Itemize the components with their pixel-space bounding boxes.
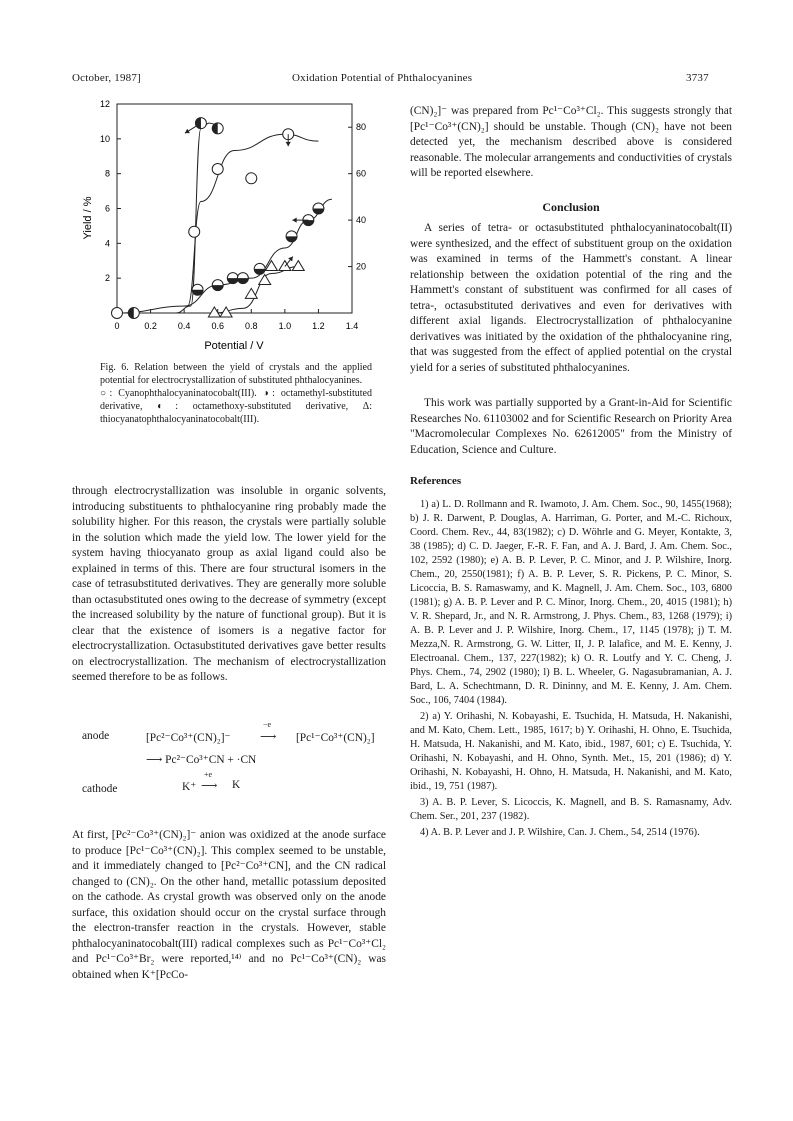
- x-tick-label: 0.8: [245, 321, 258, 331]
- y-right-tick-label: 60: [356, 168, 367, 179]
- chart-tick-labels: [100, 99, 366, 331]
- running-header-title: Oxidation Potential of Phthalocyanines: [292, 72, 473, 84]
- x-tick-label: 0.6: [211, 321, 224, 331]
- reference-item: 3) A. B. P. Lever, S. Licoccis, K. Magnell, and B. S. Ramasnamy, Adv. Chem. Ser., 201, 237 (1982).: [410, 796, 732, 822]
- axis-arrow-open-circle-head: [286, 142, 291, 146]
- chart-point-half-bottom: [192, 284, 203, 295]
- y-left-tick-label: 12: [99, 99, 110, 109]
- x-tick-label: 1.0: [278, 321, 292, 331]
- figure-caption-legend: ○: Cyanophthalocyaninatocobalt(III). ◑: octamethyl-substituted derivative, ◐: octamethoxy-substituted derivative, Δ: thiocyanatophthalocyaninatocobalt(III).: [100, 388, 372, 425]
- x-tick-label: 0: [114, 321, 120, 331]
- circle-marker: [112, 308, 123, 319]
- chart-point-triangle: [208, 307, 220, 317]
- eq2: ⟶ Pc²⁻Co³⁺CN + ·CN: [146, 754, 257, 766]
- acknowledgment-paragraph: This work was partially supported by a Grant-in-Aid for Scientific Researches No. 61103002 and for Scientific Research on Priority Area "Macromolecular Complexes No. 62612005" from the Ministry of Education, Science and Culture.: [410, 397, 732, 456]
- right-column-text: [410, 104, 732, 842]
- left-column-text: [72, 484, 386, 686]
- circle-marker: [246, 173, 257, 184]
- y-right-tick-label: 20: [356, 261, 367, 272]
- chart-point-half-bottom: [237, 273, 248, 284]
- eq1-arrow: ⟶: [260, 731, 277, 743]
- eq3-arrow: ⟶: [201, 780, 218, 792]
- marker-fill: [313, 209, 324, 214]
- chart-point-open-circle: [212, 164, 223, 175]
- triangle-marker: [208, 307, 220, 317]
- chart-point-half-bottom: [254, 263, 265, 274]
- marker-fill: [237, 278, 248, 284]
- chart-point-half-left: [195, 118, 206, 129]
- y-right-tick-label: 40: [356, 215, 367, 226]
- eq-cathode-label: cathode: [82, 783, 118, 795]
- chart-point-open-circle: [189, 226, 200, 237]
- reference-item: 4) A. B. P. Lever and J. P. Wilshire, Can. J. Chem., 54, 2514 (1976).: [420, 826, 700, 838]
- axis-arrow-half-bottom-head: [292, 218, 296, 223]
- marker-fill: [212, 123, 218, 134]
- x-tick-label: 0.2: [144, 321, 157, 331]
- eq1-product: [Pc¹⁻Co³⁺(CN)₂]: [296, 732, 375, 744]
- marker-fill: [254, 269, 265, 275]
- circle-marker: [189, 226, 200, 237]
- y-left-tick-label: 2: [104, 273, 110, 284]
- marker-fill: [227, 278, 238, 283]
- references-heading: References: [410, 475, 462, 487]
- left-column-text-2: [72, 828, 386, 983]
- conclusion-paragraph: A series of tetra- or octasubstituted phthalocyaninatocobalt(II) were synthesized, and the effect of substituent group on the oxidation was examined in terms of the Hammett's constant. A linear relationship between the oxidation potential of the ring and the Hammett's constant of substituent was confirmed for all cases of tetra-, octasubstituted derivatives and even for derivatives with different axial ligands. Electrocrystallization of phthalocyanine derivatives was initiated by the oxidation of the phthalocyanine ring, that was suggested from the effect of applied potential on the crystal yield for a series of substituted phthalocyanines.: [410, 222, 732, 374]
- chart-point-half-bottom: [227, 273, 238, 284]
- chart-point-half-bottom: [313, 203, 324, 214]
- y-left-tick-label: 10: [99, 133, 110, 144]
- chart-point-half-bottom: [286, 231, 297, 242]
- figure-caption-lead: Fig. 6. Relation between the yield of crystals and the applied potential for electrocrystallization of substituted phthalocyanines.: [100, 362, 372, 386]
- body-paragraph: through electrocrystallization was insoluble in organic solvents, introducing substituents to phthalocyanine ring probably made the solubility higher. For this reason, the crystals were partially soluble in the solution which made the yield low. The lower yield for the system having thiocyanato group as axial ligand could also be explained in terms of this. There are four structural isomers in the case of tetrasubstituted derivatives. They are generally more soluble than octasubstituted ones owing to the decrease of symmetry (except the increased solubility by the nature of functional group). But it is clear that the existence of isomers is a negative factor for electrocrystallization. Octasubstituted derivatives gave better results on electrocrystallization. The mechanism of electrocrystallization seemed therefore to be as follows.: [72, 485, 386, 683]
- y-left-tick-label: 4: [104, 238, 110, 249]
- figure-6-chart: [60, 92, 390, 362]
- reference-item: 2) a) Y. Orihashi, N. Kobayashi, E. Tsuchida, H. Matsuda, H. Nakanishi, and M. Kato, Chem. Lett., 1985, 1617; b) Y. Orihashi, H. Ohno, E. Tsuchida, H. Matsuda, H. Nakanishi, and M. Kato, ibid., 1987, 601; c) E. Tsuchida, Y. Orihashi, N. Kobayashi, and H. Ohno, Synth. Met., 15, 201 (1986); d) Y. Orihashi, N. Kobayashi, H. Ohno, H. Matsuda, H. Nakanishi, and M. Kato, ibid., 19, 751 (1987).: [410, 710, 732, 792]
- running-header-left: October, 1987]: [72, 72, 141, 84]
- chart-point-triangle: [245, 288, 257, 298]
- page-number: 3737: [686, 72, 709, 84]
- body-paragraph: At first, [Pc²⁻Co³⁺(CN)₂]⁻ anion was oxidized at the anode surface to produce [Pc¹⁻Co³⁺(CN)₂]. This complex seemed to be unstable, and it immediately changed to [Pc²⁻Co³⁺CN], and the CN radical changed to (CN)₂. On the other hand, metallic potassium deposited on the cathode. As crystal growth was observed only on the anode surface, this oxidation should occur on the crystal surface through the electron-transfer reaction in the crystals. However, stable phthalocyaninatocobalt(III) radical complexes such as Pc¹⁻Co³⁺Cl₂ and Pc¹⁻Co³⁺Br₂ were reported,¹⁴⁾ and no Pc¹⁻Co³⁺(CN)₂ was obtained when K⁺[PcCo-: [72, 829, 386, 981]
- y-left-tick-label: 6: [104, 203, 110, 214]
- triangle-marker: [292, 261, 304, 271]
- chart-point-half-left: [212, 123, 223, 134]
- chart-point-triangle: [292, 261, 304, 271]
- eq1-arrow-label: −e: [263, 720, 272, 729]
- reference-list: [410, 498, 732, 840]
- chart-markers: [112, 118, 324, 319]
- chart-point-half-bottom: [212, 280, 223, 291]
- triangle-marker: [259, 274, 271, 284]
- y-right-tick-label: 80: [356, 122, 367, 133]
- chart-y-axis-label: Yield / %: [82, 196, 94, 240]
- conclusion-heading: Conclusion: [542, 199, 600, 214]
- figure-caption: [100, 361, 372, 426]
- y-left-tick-label: 8: [104, 168, 110, 179]
- chart-point-triangle: [259, 274, 271, 284]
- body-paragraph: (CN)₂]⁻ was prepared from Pc¹⁻Co³⁺Cl₂. This suggests strongly that [Pc¹⁻Co³⁺(CN)₂] should be unstable. Though (CN)₂ have not been detected yet, the mechanism described above is considered reasonable. The molecular arrangements and conductivities of crystals will be reported elsewhere.: [410, 105, 732, 179]
- x-tick-label: 1.2: [312, 321, 325, 331]
- x-tick-label: 1.4: [345, 321, 359, 331]
- reference-item: 1) a) L. D. Rollmann and R. Iwamoto, J. Am. Chem. Soc., 90, 1455(1968); b) J. R. Darwent, P. Douglas, A. Harriman, G. Porter, and M.-C. Richoux, Coord. Chem. Rev., 44, 83(1982); c) D. Wöhrle and G. Meyer, Kontakte, 3, 38 (1985); d) C. D. Jaeger, F.-R. F. Fan, and A. J. Bard, J. Am. Chem. Soc., 102, 2592 (1980); e) A. B. P. Lever, P. C. Minor, and J. P. Wilshire, Inorg. Chem., 20, 2550(1981); f) A. B. P. Lever, S. R. Pickens, P. C. Minor, S. Licoccia, B. S. Ramaswamy, and K. Magnell, J. Am. Chem. Soc., 103, 6800 (1981); g) A. B. P. Lever and P. C. Minor, Inorg. Chem., 20, 4015 (1981); h) V. R. Shepard, Jr., and N. R. Armstrong, J. Phys. Chem., 83, 1268 (1979); i) A. B. P. Lever and J. P. Wilshire, Inorg. Chem., 17, 1145 (1978); j) T. M. Mezza,N. R. Armstrong, G. W. Litter, II, J. P. Ialafice, and M. E. Kenny, J. Electroanal. Chem., 137, 227(1982); k) O. R. Loutfy and Y. C. Cheng, J. Phys. Chem., 74, 2902 (1980); l) B. L. Wheeler, G. Nagasubramanian, A. J. Bard, L. A. Schechtmann, D. R. Dininny, and M. E. Kenny, J. Am. Chem. Soc., 106, 7404 (1984).: [410, 498, 732, 706]
- marker-fill: [303, 220, 314, 226]
- chart-point-half-left: [128, 308, 139, 319]
- marker-fill: [286, 236, 297, 242]
- chart-trend-curves: [117, 123, 332, 313]
- x-tick-label: 0.4: [177, 321, 191, 331]
- eq3-arrow-label: +e: [204, 770, 213, 779]
- chart-point-open-circle: [112, 308, 123, 319]
- triangle-marker: [245, 288, 257, 298]
- eq3-reactant: K⁺: [182, 781, 197, 793]
- chart-point-open-circle: [246, 173, 257, 184]
- mechanism-equations: [74, 720, 394, 805]
- eq3-product: K: [232, 779, 241, 791]
- marker-fill: [212, 285, 223, 291]
- chart-x-axis-label: Potential / V: [204, 340, 264, 352]
- eq1-reactant: [Pc²⁻Co³⁺(CN)₂]⁻: [146, 732, 231, 744]
- marker-fill: [128, 308, 134, 319]
- eq-anode-label: anode: [82, 730, 110, 742]
- circle-marker: [212, 164, 223, 175]
